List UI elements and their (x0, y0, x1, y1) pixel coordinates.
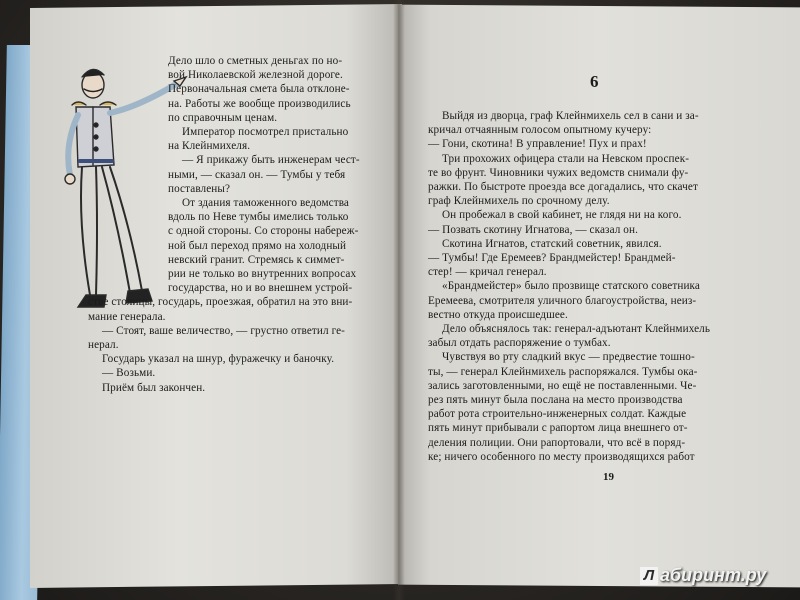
text-line: Скотина Игнатов, статский советник, явился. (442, 237, 662, 250)
text-line: невский гранит. Стремясь к симмет- (168, 253, 345, 266)
text-line: забыл отдать распоряжение о тумбах. (428, 337, 611, 350)
text-line: ными, — сказал он. — Тумбы у тебя (168, 168, 346, 181)
text-line: пять минут прибывали с рапортом лица внешнего от- (428, 422, 688, 435)
text-line: те во фрунт. Чиновники чужих ведомств снимали фу- (428, 166, 689, 179)
text-line: стер! — кричал генерал. (428, 266, 547, 279)
text-line: — Стоят, ваше величество, — грустно ответил ге- (102, 324, 346, 337)
text-line: зались заготовленными, но ещё не поставленными. Че- (428, 379, 697, 392)
text-line: по справочным ценам. (168, 111, 278, 124)
text-line: «Брандмейстер» было прозвище статского советника (442, 280, 700, 293)
text-line: ной был переход прямо на холодный (168, 239, 347, 252)
labirint-logo-icon: Л (640, 567, 658, 585)
text-line: — Возьми. (102, 367, 156, 380)
text-line: — Гони, скотина! В управление! Пух и прах! (428, 138, 647, 151)
page-number: 19 (603, 471, 614, 483)
book-gutter (393, 0, 405, 600)
text-line: Первоначальная смета была отклоне- (168, 83, 350, 96)
text-line: Чувствуя во рту сладкий вкус — предвестие тошно- (442, 351, 695, 364)
text-line: Еремеева, смотрителя уличного благоустройства, неиз- (428, 294, 697, 307)
text-line: государства, но и во внешнем устрой- (168, 282, 353, 295)
text-line: нерал. (88, 339, 119, 352)
text-line: От здания таможенного ведомства (182, 197, 349, 210)
text-line: Государь указал на шнур, фуражечку и баночку. (102, 353, 335, 366)
general-illustration (38, 55, 188, 325)
right-page-text (428, 109, 710, 464)
labirint-watermark (640, 565, 766, 586)
text-line: ражки. По быстроте проезда все догадались, что скачет (428, 181, 698, 194)
text-line: ке; ничего особенного по месту производящихся работ (428, 450, 695, 463)
chapter-number: 6 (590, 72, 599, 91)
text-line: поставлены? (168, 182, 231, 195)
text-line: вестно откуда происшедшее. (428, 308, 568, 321)
text-line: с одной стороны. Со стороны набереж- (168, 225, 359, 238)
text-line: Три прохожих офицера стали на Невском проспек- (442, 152, 690, 165)
text-line: рез пять минут была послана на место производства (428, 394, 683, 407)
text-line: на. Работы же вообще производились (168, 97, 351, 110)
text-line: Дело шло о сметных деньгах по но- (168, 55, 343, 67)
text-line: — Тумбы! Где Еремеев? Брандмейстер! Брандмей- (428, 252, 676, 265)
text-line: работ рота строительно-инженерных солдат. Каждые (428, 408, 687, 421)
text-line: Приём был закончен. (102, 381, 206, 394)
text-line: вой Николаевской железной дороге. (168, 69, 343, 82)
text-line: Он пробежал в свой кабинет, не глядя ни на кого. (442, 209, 682, 222)
text-line: — Позвать скотину Игнатова, — сказал он. (428, 223, 638, 236)
text-line: деления полиции. Они рапортовали, что всё в поряд- (428, 436, 686, 449)
text-line: граф Клейнмихель по срочному делу. (428, 195, 610, 208)
text-line: Выйдя из дворца, граф Клейнмихель сел в сани и за- (442, 110, 699, 122)
text-line: рии не только во внутренних вопросах (168, 268, 357, 281)
text-line: ты, — генерал Клейнмихель распоряжался. Тумбы ока- (428, 365, 698, 378)
text-line: мание генерала. (88, 310, 166, 323)
text-line: на Клейнмихеля. (168, 140, 251, 153)
text-line: — Я прикажу быть инженерам чест- (182, 154, 360, 167)
text-line: вдоль по Неве тумбы имелись только (168, 211, 349, 224)
watermark-text: абиринт.ру (660, 565, 767, 585)
text-line: Дело объяснялось так: генерал-адъютант Клейнмихель (442, 323, 711, 336)
left-page-text (88, 54, 360, 395)
text-line: кричал отчаянным голосом опытному кучеру: (428, 124, 652, 137)
text-line: Император посмотрел пристально (182, 126, 349, 139)
text-line: стве столицы, государь, проезжая, обратил на это вни- (88, 296, 353, 309)
